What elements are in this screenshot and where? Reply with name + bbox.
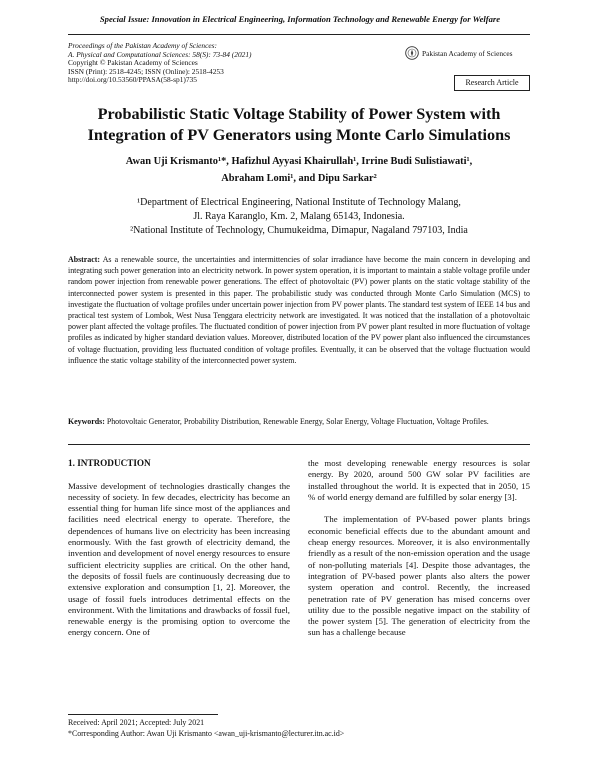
keywords-label: Keywords: xyxy=(68,417,105,426)
affiliation-2: ²National Institute of Technology, Chumukeidma, Dimapur, Nagaland 797103, India xyxy=(130,225,468,236)
left-column xyxy=(68,458,290,639)
intro-paragraph-1: Massive development of technologies drastically changes the necessity of society. In few decades, electricity has become an essential thing for human life since most of the appliances and facilities need electrical energy to operate. Therefore, the dependences of humans live on electricity has been increasing enormously. With the fast growth of electricity demand, the invention and development of novel energy resources to ensure sufficient electricity supplies are critical. On the other hand, the deposits of fossil fuels are continuously decreasing due to extensive exploration and consumption [1, 2]. Moreover, the usage of fossil fuels introduces detrimental effects on the environment. With the limitations and drawbacks of fossil fuel, renewable energy is the promising option to overcome the energy concern. One of xyxy=(68,480,290,638)
title-line1: Probabilistic Static Voltage Stability of Power System with xyxy=(97,105,501,123)
author-list xyxy=(68,154,530,187)
affiliation-1-line1: ¹Department of Electrical Engineering, National Institute of Technology Malang, xyxy=(137,197,461,208)
intro-paragraph-continued: the most developing renewable energy resources is solar energy. By 2020, around 500 GW solar PV facilities are installed throughout the world. It is expected that in 2050, 15 % of world energy demand are fulfilled by solar energy [3]. xyxy=(308,458,530,502)
abstract-divider xyxy=(68,444,530,445)
affiliations xyxy=(68,196,530,238)
keywords-text: Photovoltaic Generator, Probability Distribution, Renewable Energy, Solar Energy, Voltage Fluctuation, Voltage Profiles. xyxy=(106,417,489,426)
section-heading: 1. INTRODUCTION xyxy=(68,458,151,468)
authors-line1: Awan Uji Krismanto¹*, Hafizhul Ayyasi Khairullah¹, Irrine Budi Sulistiawati¹, xyxy=(125,156,473,167)
proceedings-line2: A. Physical and Computational Sciences: 58(S): 73-84 (2021) xyxy=(68,49,252,59)
abstract-label: Abstract: xyxy=(68,255,100,264)
authors-line2: Abraham Lomi¹, and Dipu Sarkar² xyxy=(221,172,377,184)
special-issue-banner: Special Issue: Innovation in Electrical Engineering, Information Technology and Renewable Energy for Welfare xyxy=(99,14,501,24)
copyright: Copyright © Pakistan Academy of Sciences xyxy=(68,58,198,68)
article-type-badge: Research Article xyxy=(454,75,530,91)
right-column xyxy=(308,458,530,639)
footnote-divider xyxy=(68,714,218,715)
abstract-text: As a renewable source, the uncertainties and intermittencies of solar irradiance have become the main concern in developing and integrating such power generation into an electricity network. In power system operation, it is important to maintain a stable voltage profile under random power injection from renewable power generations. The effect of photovoltaic (PV) power plants on the static voltage stability of the interconnected power system is presented in this paper. The probabilistic study was conducted through Monte Carlo Simulation (MCS) to investigate the fluctuation of voltage profiles under uncertain power injection from PV power plants. The standard test system of IEEE 14 bus and practical test system of Lombok, West Nusa Tenggara electricity network are investigated. It was noticed that the installation of a photovoltaic power plant affected the voltage profiles. The fluctuated condition of power injection from PV power plant resulted in more fluctuation of voltage profiles as indicated by higher standard deviation values. Moreover, distributed location of the PV power plant also influenced the circumstances of voltage fluctuation, providing less fluctuated condition of voltage profiles. Eventually, it can be observed that the voltage fluctuation would influence the static voltage stability of the interconnected power system. xyxy=(68,255,531,365)
issn: ISSN (Print): 2518-4245; ISSN (Online): 2518-4253 xyxy=(68,66,224,76)
pakistan-academy-logo-icon xyxy=(405,46,419,60)
header-divider xyxy=(68,34,530,35)
proceedings-line1: Proceedings of the Pakistan Academy of Sciences: xyxy=(68,41,217,50)
affiliation-1-line2: Jl. Raya Karanglo, Km. 2, Malang 65143, Indonesia. xyxy=(193,211,405,222)
keywords xyxy=(68,416,530,427)
intro-paragraph-2: The implementation of PV-based power plants brings economic beneficial effects due to the abundant amount and cheap energy resources. Moreover, it is also environmentally friendly as a result of the non-emission operation and the usage of non-polluting materials [4]. Despite those advantages, the integration of PV-based power plants also alters the power system operation and control. Recently, the increased penetration rate of PV generation has mised concerns over utility due to the possible negative impact on the stability of the power system [5]. The generation of electricity from the sun has a challenge because xyxy=(308,514,530,638)
journal-metadata xyxy=(68,42,368,85)
doi-link[interactable]: http://doi.org/10.53560/PPASA(58-sp1)735 xyxy=(68,75,197,85)
publisher-name: Pakistan Academy of Sciences xyxy=(422,49,513,58)
footnotes xyxy=(68,717,530,739)
abstract xyxy=(68,254,530,366)
paper-title xyxy=(68,104,530,145)
title-line2: Integration of PV Generators using Monte Carlo Simulations xyxy=(87,125,511,144)
received-dates: Received: April 2021; Accepted: July 2021 xyxy=(68,718,205,727)
corresponding-author: *Corresponding Author: Awan Uji Krismanto <awan_uji-krismanto@lecturer.itn.ac.id> xyxy=(68,729,345,738)
